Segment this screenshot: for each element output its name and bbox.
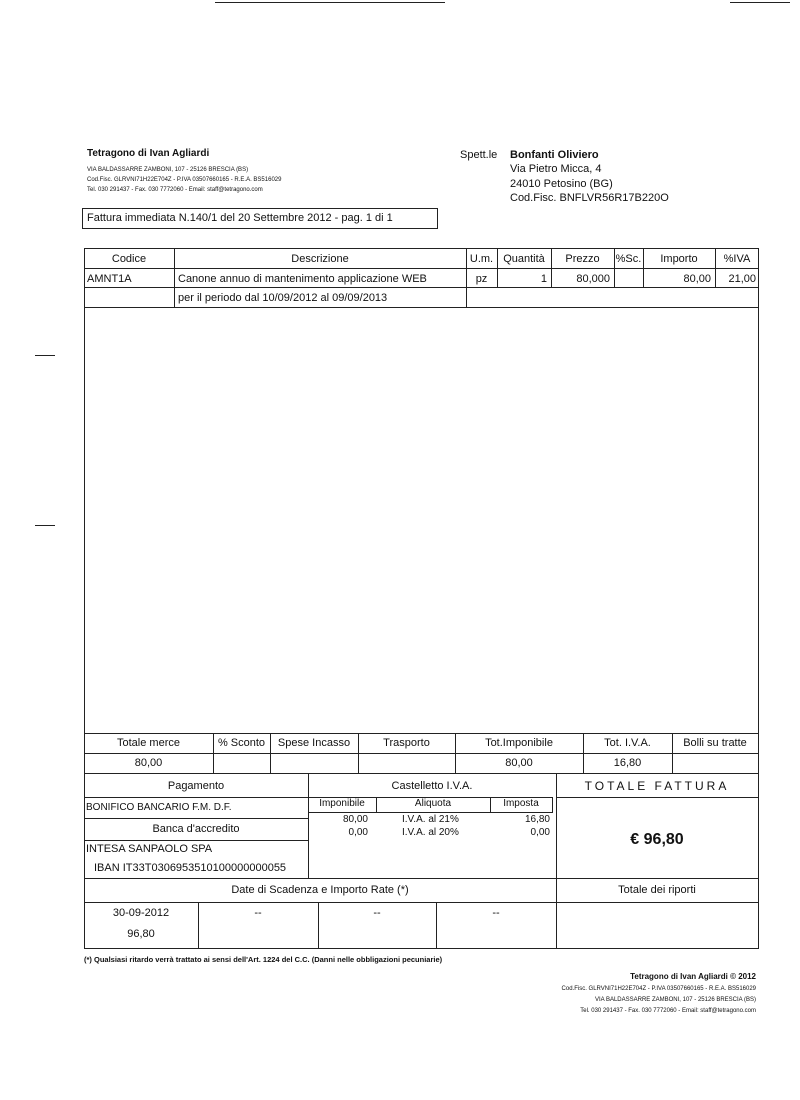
due-date: 30-09-2012 <box>112 907 170 919</box>
payment-method: BONIFICO BANCARIO F.M. D.F. <box>86 802 232 813</box>
totals-header-sconto: % Sconto <box>217 737 266 749</box>
due-slot-2: -- <box>254 907 262 919</box>
vat-summary-header: Castelletto I.V.A. <box>391 780 473 792</box>
vat-row1-imposta: 16,80 <box>524 814 550 825</box>
totals-header-incasso: Spese Incasso <box>277 737 351 749</box>
totals-header-bolli: Bolli su tratte <box>683 737 747 749</box>
due-slot-4: -- <box>492 907 500 919</box>
totals-header-merce: Totale merce <box>117 737 180 749</box>
sender-name: Tetragono di Ivan Agliardi <box>87 148 210 159</box>
item-period: per il periodo dal 10/09/2012 al 09/09/2013 <box>178 292 388 304</box>
bank-name: INTESA SANPAOLO SPA <box>86 843 213 855</box>
col-header-iva: %IVA <box>723 253 751 265</box>
sender-address: VIA BALDASSARRE ZAMBONI, 107 - 25126 BRESCIA (BS) <box>87 167 249 173</box>
footer-contact: Tel. 030 291437 - Fax. 030 7772060 - Email: staff@tetragono.com <box>580 1008 756 1014</box>
totals-imponibile: 80,00 <box>505 757 533 769</box>
col-header-quantita: Quantità <box>503 253 545 265</box>
invoice-title: Fattura immediata N.140/1 del 20 Settembre 2012 - pag. 1 di 1 <box>87 212 393 224</box>
invoice-title-box <box>82 208 438 229</box>
punch-mark <box>35 355 55 356</box>
payment-header: Pagamento <box>167 780 225 792</box>
totals-header-iva: Tot. I.V.A. <box>604 737 651 749</box>
punch-mark <box>35 525 55 526</box>
due-slot-3: -- <box>373 907 381 919</box>
footer-name: Tetragono di Ivan Agliardi © 2012 <box>630 972 756 981</box>
scan-edge <box>215 2 445 3</box>
recipient-name: Bonfanti Oliviero <box>510 149 599 161</box>
items-table <box>84 248 759 734</box>
vat-row1-imponibile: 80,00 <box>342 814 368 825</box>
recipient-label: Spett.le <box>460 149 498 161</box>
bank-label: Banca d'accredito <box>152 823 240 835</box>
vat-col-imponibile: Imponibile <box>319 798 365 809</box>
late-payment-note: (*) Qualsiasi ritardo verrà trattato ai sensi dell'Art. 1224 del C.C. (Danni nelle obbligazioni pecuniarie) <box>84 955 443 964</box>
col-header-prezzo: Prezzo <box>565 253 600 265</box>
item-qty: 1 <box>540 273 547 285</box>
item-um: pz <box>475 273 488 285</box>
scan-edge <box>730 2 790 3</box>
col-header-sconto: %Sc. <box>615 253 642 265</box>
totals-iva: 16,80 <box>613 757 642 769</box>
item-vat: 21,00 <box>728 273 756 285</box>
total-label: TOTALE FATTURA <box>584 779 730 793</box>
footer-address: VIA BALDASSARRE ZAMBONI, 107 - 25126 BRESCIA (BS) <box>594 997 756 1003</box>
recipient-street: Via Pietro Micca, 4 <box>510 163 602 175</box>
sender-contact: Tel. 030 291437 - Fax. 030 7772060 - Email: staff@tetragono.com <box>87 187 263 193</box>
vat-col-imposta: Imposta <box>503 798 539 809</box>
recipient-city: 24010 Petosino (BG) <box>510 178 613 190</box>
totals-header-imponibile: Tot.Imponibile <box>485 737 553 749</box>
sender-fiscal: Cod.Fisc. GLRVNI71H22E704Z - P.IVA 03507660165 - R.E.A. BS516029 <box>87 177 282 183</box>
vat-row2-imponibile: 0,00 <box>348 827 368 838</box>
vat-row2-aliquota: I.V.A. al 20% <box>402 827 459 838</box>
footer-fiscal: Cod.Fisc. GLRVNI71H22E704Z - P.IVA 03507660165 - R.E.A. BS516029 <box>561 986 756 992</box>
col-header-codice: Codice <box>111 253 147 265</box>
total-value: € 96,80 <box>630 831 684 848</box>
totals-merce: 80,00 <box>134 757 163 769</box>
item-price: 80,000 <box>576 273 610 285</box>
bank-iban: IBAN IT33T0306953510100000000055 <box>94 862 287 874</box>
item-amount: 80,00 <box>683 273 711 285</box>
col-header-um: U.m. <box>469 253 494 265</box>
item-code: AMNT1A <box>87 273 132 285</box>
vat-col-aliquota: Aliquota <box>414 798 452 809</box>
vat-row1-aliquota: I.V.A. al 21% <box>402 814 459 825</box>
item-description: Canone annuo di mantenimento applicazione WEB <box>178 273 427 285</box>
due-amount: 96,80 <box>127 928 155 940</box>
riporti-header: Totale dei riporti <box>618 884 696 896</box>
col-header-importo: Importo <box>660 253 698 265</box>
vat-row2-imposta: 0,00 <box>530 827 550 838</box>
due-header: Date di Scadenza e Importo Rate (*) <box>231 884 409 896</box>
col-header-descrizione: Descrizione <box>291 253 349 265</box>
totals-header-trasporto: Trasporto <box>383 737 430 749</box>
recipient-fiscal: Cod.Fisc. BNFLVR56R17B220O <box>510 192 669 204</box>
